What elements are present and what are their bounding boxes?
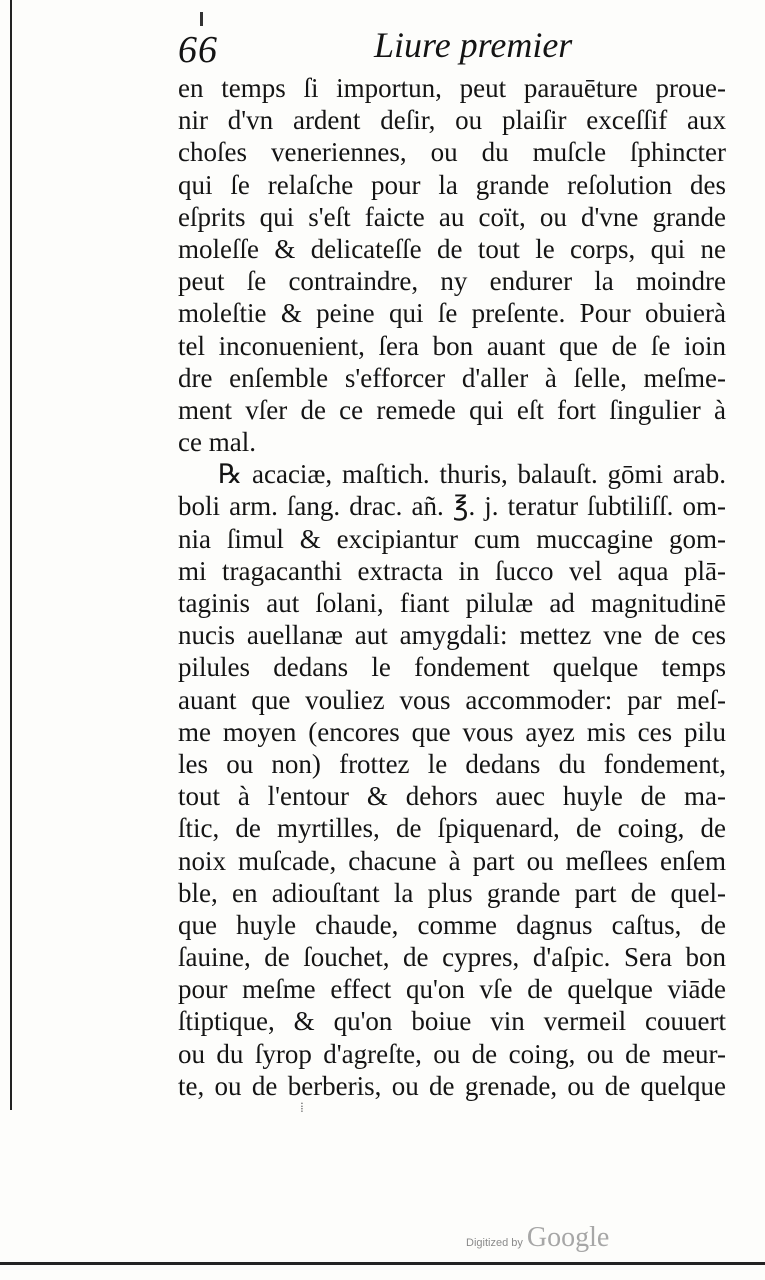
digitized-watermark [466,1222,609,1254]
text-line: ment vſer de ce remede qui eſt fort ſingulier à [178,394,726,425]
text-line: nucis auellanæ aut amygdali: mettez vne de ces [178,620,726,651]
text-line: les ou non) frottez le dedans du fondement, [178,748,726,779]
text-line: ce mal. [178,427,256,458]
text-line: moleſtie & peine qui ſe preſente. Pour obuierà [178,298,726,329]
text-line: moleſſe & delicateſſe de tout le corps, qui ne [178,233,726,264]
text-line: pour meſme effect qu'on vſe de quelque viāde [178,974,726,1005]
bottom-edge-rule [0,1262,765,1265]
text-line: en temps ſi importun, peut parauēture proue- [178,73,726,103]
text-line: ſauine, de ſouchet, de cypres, d'aſpic. Sera bon [178,942,726,973]
text-line: ſtic, de myrtilles, de ſpiquenard, de coing, de [178,813,726,844]
text-line: mi tragacanthi extracta in ſucco vel aqua plā- [178,555,726,586]
text-line: me moyen (encores que vous ayez mis ces pilu [178,716,726,747]
google-logo: Google [526,1222,610,1253]
text-line: tel inconuenient, ſera bon auant que de ſe ioin [178,330,726,361]
text-line: boli arm. ſang. drac. añ. ℥. j. teratur ſubtiliſſ. om- [178,491,726,522]
page-number: 66 [178,29,218,71]
text-line: te, ou de berberis, ou de grenade, ou de quelque [178,1070,726,1101]
watermark-prefix: Digitized by [466,1237,523,1249]
text-line: nia ſimul & excipiantur cum muccagine gom- [178,523,726,554]
page-gutter-edge [10,0,12,1110]
text-line: ſtiptique, & qu'on boiue vin vermeil couuert [178,1006,726,1037]
running-head: Liure premier [374,25,573,65]
text-line: ble, en adiouſtant la plus grande part de quel- [178,877,726,908]
text-line: que huyle chaude, comme dagnus caſtus, de [178,909,726,940]
text-line: ou du ſyrop d'agreſte, ou de coing, ou de meur- [178,1038,726,1069]
text-line: choſes veneriennes, ou du muſcle ſphincter [178,137,726,168]
text-line: qui ſe relaſche pour la grande reſolution des [178,169,726,200]
body-text [178,72,726,1102]
text-line: eſprits qui s'eſt faicte au coït, ou d'vne grande [178,201,726,232]
text-line: pilules dedans le fondement quelque temps [178,652,726,683]
text-line: nir d'vn ardent deſir, ou plaiſir exceſſif aux [178,105,726,136]
recipe-line: ℞ acaciæ, maſtich. thuris, balauſt. gōmi arab. [218,459,726,490]
footer-ink-mark: ⁞ [300,1100,304,1116]
text-line: noix muſcade, chacune à part ou meſlees enſem [178,845,726,876]
text-line: tout à l'entour & dehors auec huyle de ma- [178,781,726,812]
text-line: dre enſemble s'efforcer d'aller à ſelle, meſme- [178,362,726,393]
text-line: taginis aut ſolani, fiant pilulæ ad magnitudinē [178,588,726,618]
text-line: auant que vouliez vous accommoder: par meſ- [178,684,726,715]
page-header [178,22,578,72]
text-line: peut ſe contraindre, ny endurer la moindre [178,266,726,297]
